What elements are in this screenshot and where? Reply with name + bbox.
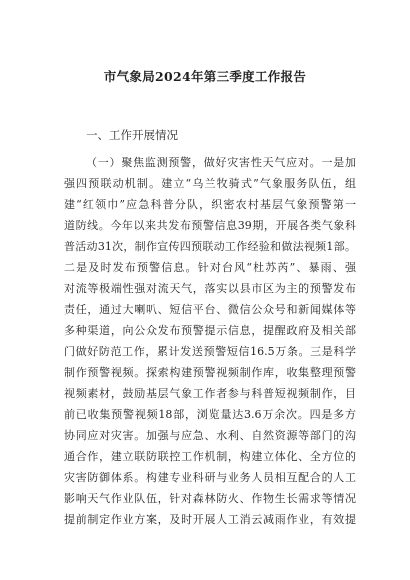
body-line: 二是及时发布预警信息。针对台风“杜苏芮”、暴雨、强 [64, 261, 356, 274]
body-line: 协同应对灾害。加强与应急、水利、自然资源等部门的沟 [64, 429, 356, 442]
body-line: 对流等极端性强对流天气，落实以县市区为主的预警发布 [64, 282, 356, 295]
document-title: 市气象局2024年第三季度工作报告 [103, 69, 307, 84]
body-line: 责任，通过大喇叭、短信平台、微信公众号和新闻媒体等 [64, 303, 356, 316]
body-line: 建“红领巾”应急科普分队，织密农村基层气象预警第一 [64, 198, 356, 211]
body-line: 强四预联动机制。建立“乌兰牧骑式”气象服务队伍，组 [64, 177, 356, 190]
body-line: 门做好防范工作，累计发送预警短信16.5万条。三是科学 [64, 345, 356, 358]
body-line: 普活动31次，制作宣传四预联动工作经验和做法视频1部。 [64, 240, 356, 253]
body-line: 多种渠道，向公众发布预警提示信息，提醒政府及相关部 [64, 324, 356, 337]
body-line: 灾害防御体系。构建专业科研与业务人员相互配合的人工 [64, 471, 356, 484]
body-line: 影响天气作业队伍，针对森林防火、作物生长需求等情况 [64, 492, 356, 505]
body-line: 视频素材，鼓励基层气象工作者参与科普短视频制作，目 [64, 387, 356, 400]
body-paragraph [64, 152, 356, 530]
body-line: 前已收集预警视频18部，浏览量达3.6万余次。四是多方 [64, 408, 356, 421]
body-line: 道防线。今年以来共发布预警信息39期，开展各类气象科 [64, 219, 356, 232]
section-heading: 一、工作开展情况 [86, 128, 178, 142]
body-line: 制作预警视频。探索构建预警视频制作库，收集整理预警 [64, 366, 356, 379]
body-line: （一）聚焦监测预警，做好灾害性天气应对。一是加 [86, 156, 356, 169]
body-line: 提前制定作业方案，及时开展人工消云减雨作业，有效提 [64, 513, 356, 526]
body-line: 通合作，建立联防联控工作机制，构建立体化、全方位的 [64, 450, 356, 463]
